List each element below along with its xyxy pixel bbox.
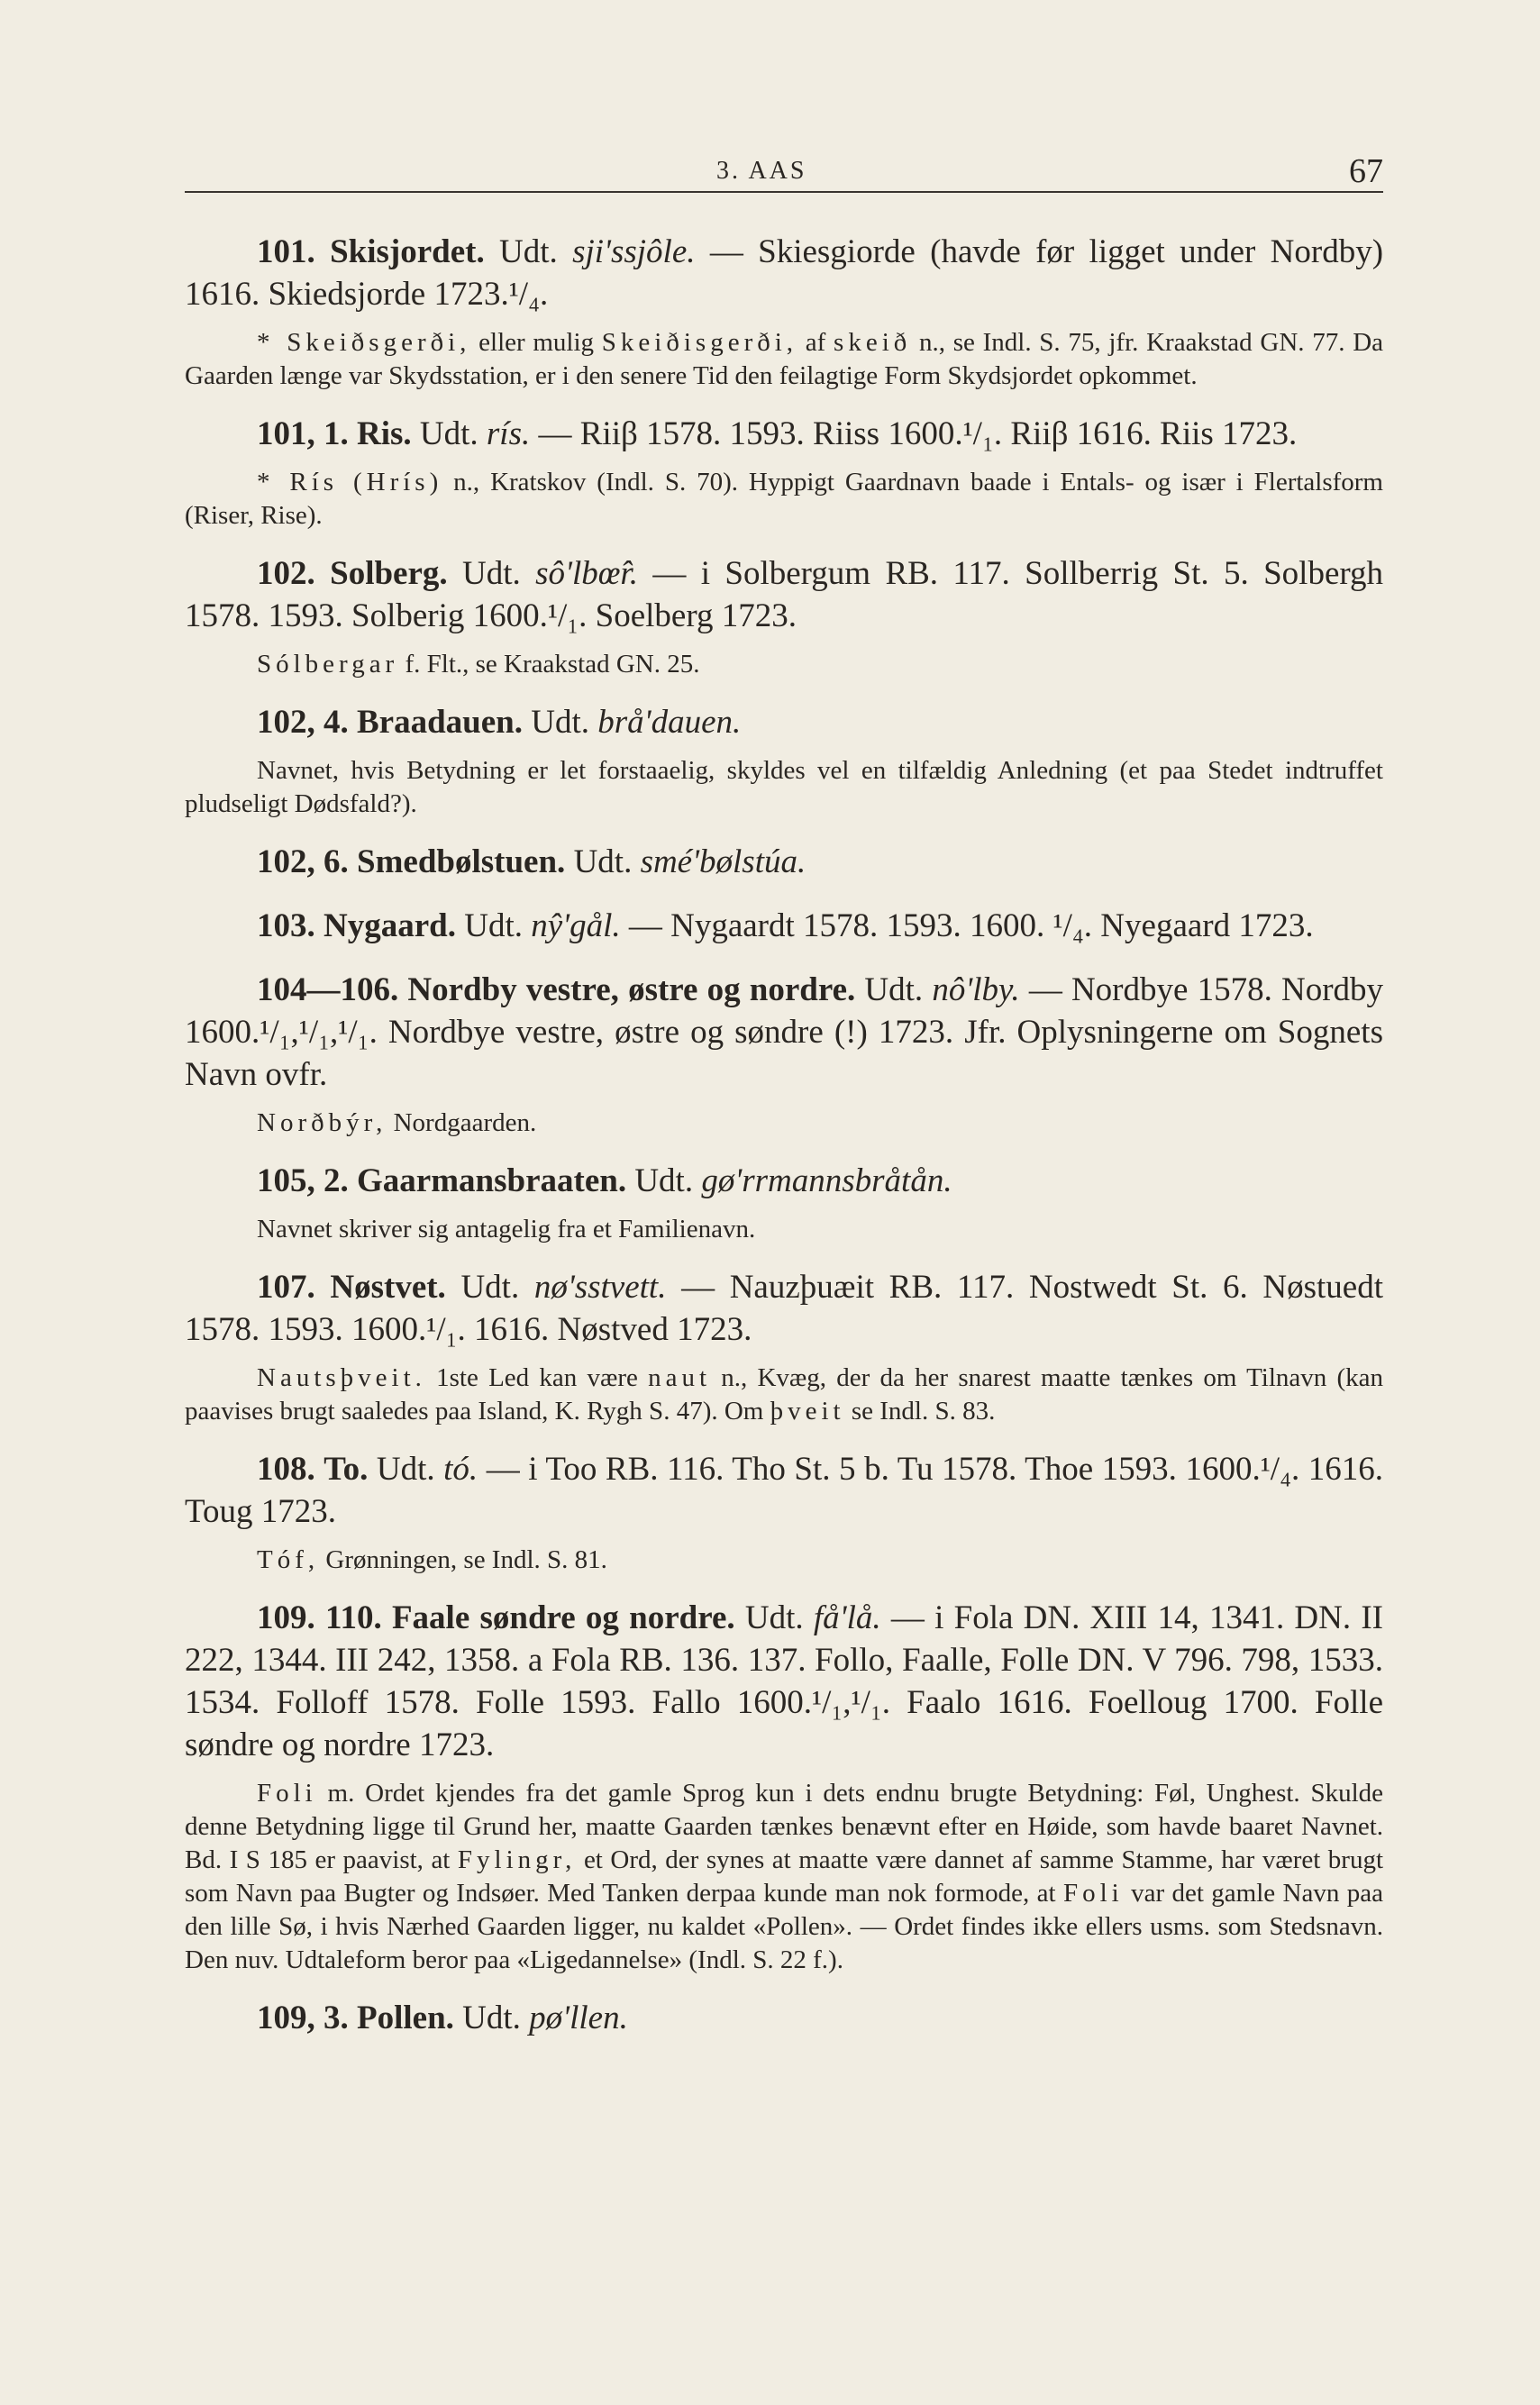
entry-number: 104—106. [257,971,399,1008]
pronunciation: få'lå. [813,1599,881,1636]
historical-forms: — Nordbye 1578. Nordby 1600.¹/₁,¹/₁,¹/₁. Nordbye vestre, østre og søndre (!) 1723. Jfr. Oplysningerne om Sognets Navn ovfr. [185,971,1384,1093]
note-term: * Skeiðsgerði, [257,328,471,357]
entry-number: 102, 4. [257,704,349,741]
pronunciation: smé'bølstúa. [640,843,806,880]
note-text: Navnet, hvis Betydning er let forstaaelig, skyldes vel en tilfældig Anledning (et paa Stedet indtruffet pludseligt Dødsfald?). [185,756,1383,818]
entry-main [185,841,1383,883]
pronunciation: nô'lby. [932,971,1020,1008]
entry-note [185,326,1383,393]
note-text: n., Kratskov (Indl. S. 70). Hyppigt Gaardnavn baade i Entals- og især i Flertalsform (Riser, Rise). [185,468,1383,530]
note-term: þveit [770,1397,845,1426]
udt-label: Udt. [460,1269,520,1306]
note-text: var det gamle Navn paa den lille Sø, i hvis Nærhed Gaarden ligger, nu kaldet «Pollen». — Ordet findes ikke ellers usms. som Stedsnavn. Den nuv. Udtaleform beror paa «Ligedannelse» (Indl. S. 22 f.). [185,1879,1384,1974]
entry-note [185,1544,1383,1577]
note-text: se Indl. S. 83. [851,1397,996,1426]
note-term: Fylingr, [457,1845,577,1874]
entry-main [185,231,1383,315]
entry-number: 109, 3. [257,2000,349,2036]
historical-forms: — i Too RB. 116. Tho St. 5 b. Tu 1578. Thoe 1593. 1600.¹/₄. 1616. Toug 1723. [185,1451,1384,1530]
farm-name: Gaarmansbraaten. [357,1162,627,1199]
note-text: Grønningen, se Indl. S. 81. [325,1545,607,1574]
udt-label: Udt. [531,704,590,741]
header-rule [185,191,1383,193]
historical-forms: — Nygaardt 1578. 1593. 1600. ¹/₄. Nyegaard 1723. [628,907,1314,944]
note-text: n., se Indl. S. 75, jfr. Kraakstad GN. 77. Da Gaarden længe var Skydsstation, er i den senere Tid den feilagtige Form Skydsjordet opkommet. [185,328,1384,390]
historical-forms: — i Solbergum RB. 117. Sollberrig St. 5. Solbergh 1578. 1593. Solberig 1600.¹/₁. Soelberg 1723. [185,555,1384,634]
note-term: skeið [834,328,912,357]
historical-forms: — i Fola DN. XIII 14, 1341. DN. II 222, 1344. III 242, 1358. a Fola RB. 136. 137. Follo, Faalle, Folle DN. V 796. 798, 1533. 1534. Folloff 1578. Folle 1593. Fallo 1600.¹/₁,¹/₁. Faalo 1616. Foelloug 1700. Folle søndre og nordre 1723. [185,1599,1384,1763]
entry-note [185,1777,1383,1977]
entry-main [185,413,1383,455]
note-term: * Rís (Hrís) [257,468,443,496]
note-term: naut [648,1363,712,1392]
entry-102-4 [185,701,1383,821]
entry-main [185,1997,1383,2039]
entry-note [185,1362,1383,1428]
pronunciation: nø'sstvett. [533,1269,667,1306]
pronunciation: sô'lbœ̂r. [535,555,638,592]
running-title: 3. AAS [716,157,807,185]
entry-number: 108. [257,1451,315,1488]
pronunciation: sji'ssjôle. [572,233,696,270]
udt-label: Udt. [462,2000,521,2036]
udt-label: Udt. [634,1162,694,1199]
note-text: Nordgaarden. [393,1108,537,1137]
entry-main [185,701,1383,743]
pronunciation: nŷ'gål. [531,907,621,944]
farm-name: Pollen. [357,2000,454,2036]
entry-main [185,1448,1383,1533]
note-text: eller mulig [478,328,595,357]
note-term: Norðbýr, [257,1108,387,1137]
note-text: 1ste Led kan være [436,1363,638,1392]
note-text: m. Ordet kjendes fra det gamle Sprog kun i dets endnu brugte Betydning: Føl, Unghest. Skulde denne Betydning ligge til Grund her, maatte Gaarden tænkes benævnt efter en Høide, som havde baaret Navnet. Bd. I S 185 er paavist, at [185,1779,1384,1874]
entry-main [185,1597,1383,1766]
entry-main [185,552,1383,637]
pronunciation: brå'dauen. [597,704,742,741]
pronunciation: rís. [486,415,531,452]
entry-101 [185,231,1383,393]
entry-list [185,231,1383,2050]
entry-109-110 [185,1597,1383,1977]
entry-main [185,969,1383,1096]
farm-name: Smedbølstuen. [357,843,566,880]
udt-label: Udt. [376,1451,435,1488]
note-term: Nautsþveit. [257,1363,426,1392]
entry-number: 103. [257,907,315,944]
entry-102 [185,552,1383,681]
udt-label: Udt. [419,415,478,452]
entry-102-6 [185,841,1383,883]
note-text: f. Flt., se Kraakstad GN. 25. [405,650,700,679]
note-term: Sólbergar [257,650,399,679]
farm-name: Skisjordet. [330,233,485,270]
udt-label: Udt. [864,971,924,1008]
udt-label: Udt. [462,555,521,592]
entry-104-106 [185,969,1383,1140]
farm-name: Nøstvet. [330,1269,446,1306]
farm-name: Braadauen. [357,704,524,741]
entry-107 [185,1266,1383,1428]
entry-number: 109. 110. [257,1599,382,1636]
entry-number: 102, 6. [257,843,349,880]
entry-number: 105, 2. [257,1162,349,1199]
pronunciation: tó. [443,1451,478,1488]
note-term: Tóf, [257,1545,320,1574]
entry-number: 101, 1. [257,415,349,452]
pronunciation: pø'llen. [529,2000,628,2036]
udt-label: Udt. [464,907,523,944]
entry-note [185,754,1383,821]
farm-name: Ris. [357,415,412,452]
entry-note [185,1213,1383,1246]
note-term: Skeiðisgerði, [601,328,798,357]
entry-109-3 [185,1997,1383,2039]
note-term: Foli [257,1779,317,1808]
entry-main [185,905,1383,947]
historical-forms: — Nauzþuæit RB. 117. Nostwedt St. 6. Nøstuedt 1578. 1593. 1600.¹/₁. 1616. Nøstved 1723. [185,1269,1384,1348]
note-text: af [805,328,826,357]
running-head [185,151,1383,196]
note-term: Foli [1062,1879,1124,1908]
farm-name: Nordby vestre, østre og nordre. [407,971,856,1008]
entry-105-2 [185,1160,1383,1246]
farm-name: Faale søndre og nordre. [391,1599,735,1636]
farm-name: To. [323,1451,369,1488]
entry-main [185,1266,1383,1351]
historical-forms: — Riiβ 1578. 1593. Riiss 1600.¹/₁. Riiβ 1616. Riis 1723. [538,415,1298,452]
note-text: Navnet skriver sig antagelig fra et Familienavn. [257,1215,756,1243]
entry-number: 102. [257,555,315,592]
farm-name: Nygaard. [323,907,456,944]
historical-forms: — Skiesgiorde (havde før ligget under Nordby) 1616. Skiedsjorde 1723.¹/₄. [185,233,1384,313]
entry-number: 107. [257,1269,315,1306]
udt-label: Udt. [744,1599,804,1636]
page-number: 67 [1349,152,1383,190]
note-text: n., Kvæg, der da her snarest maatte tænkes om Tilnavn (kan paavises brugt saaledes paa Island, K. Rygh S. 47). Om [185,1363,1384,1426]
udt-label: Udt. [573,843,633,880]
entry-note [185,1107,1383,1140]
entry-101-1 [185,413,1383,533]
entry-number: 101. [257,233,315,270]
farm-name: Solberg. [330,555,448,592]
entry-main [185,1160,1383,1202]
entry-note [185,648,1383,681]
pronunciation: gø'rrmannsbråtån. [701,1162,952,1199]
entry-108 [185,1448,1383,1577]
entry-note [185,466,1383,533]
note-text: et Ord, der synes at maatte være dannet af samme Stamme, har været brugt som Navn paa Bugter og Indsøer. Med Tanken derpaa kunde man nok formode, at [185,1845,1384,1908]
udt-label: Udt. [499,233,558,270]
entry-103 [185,905,1383,947]
